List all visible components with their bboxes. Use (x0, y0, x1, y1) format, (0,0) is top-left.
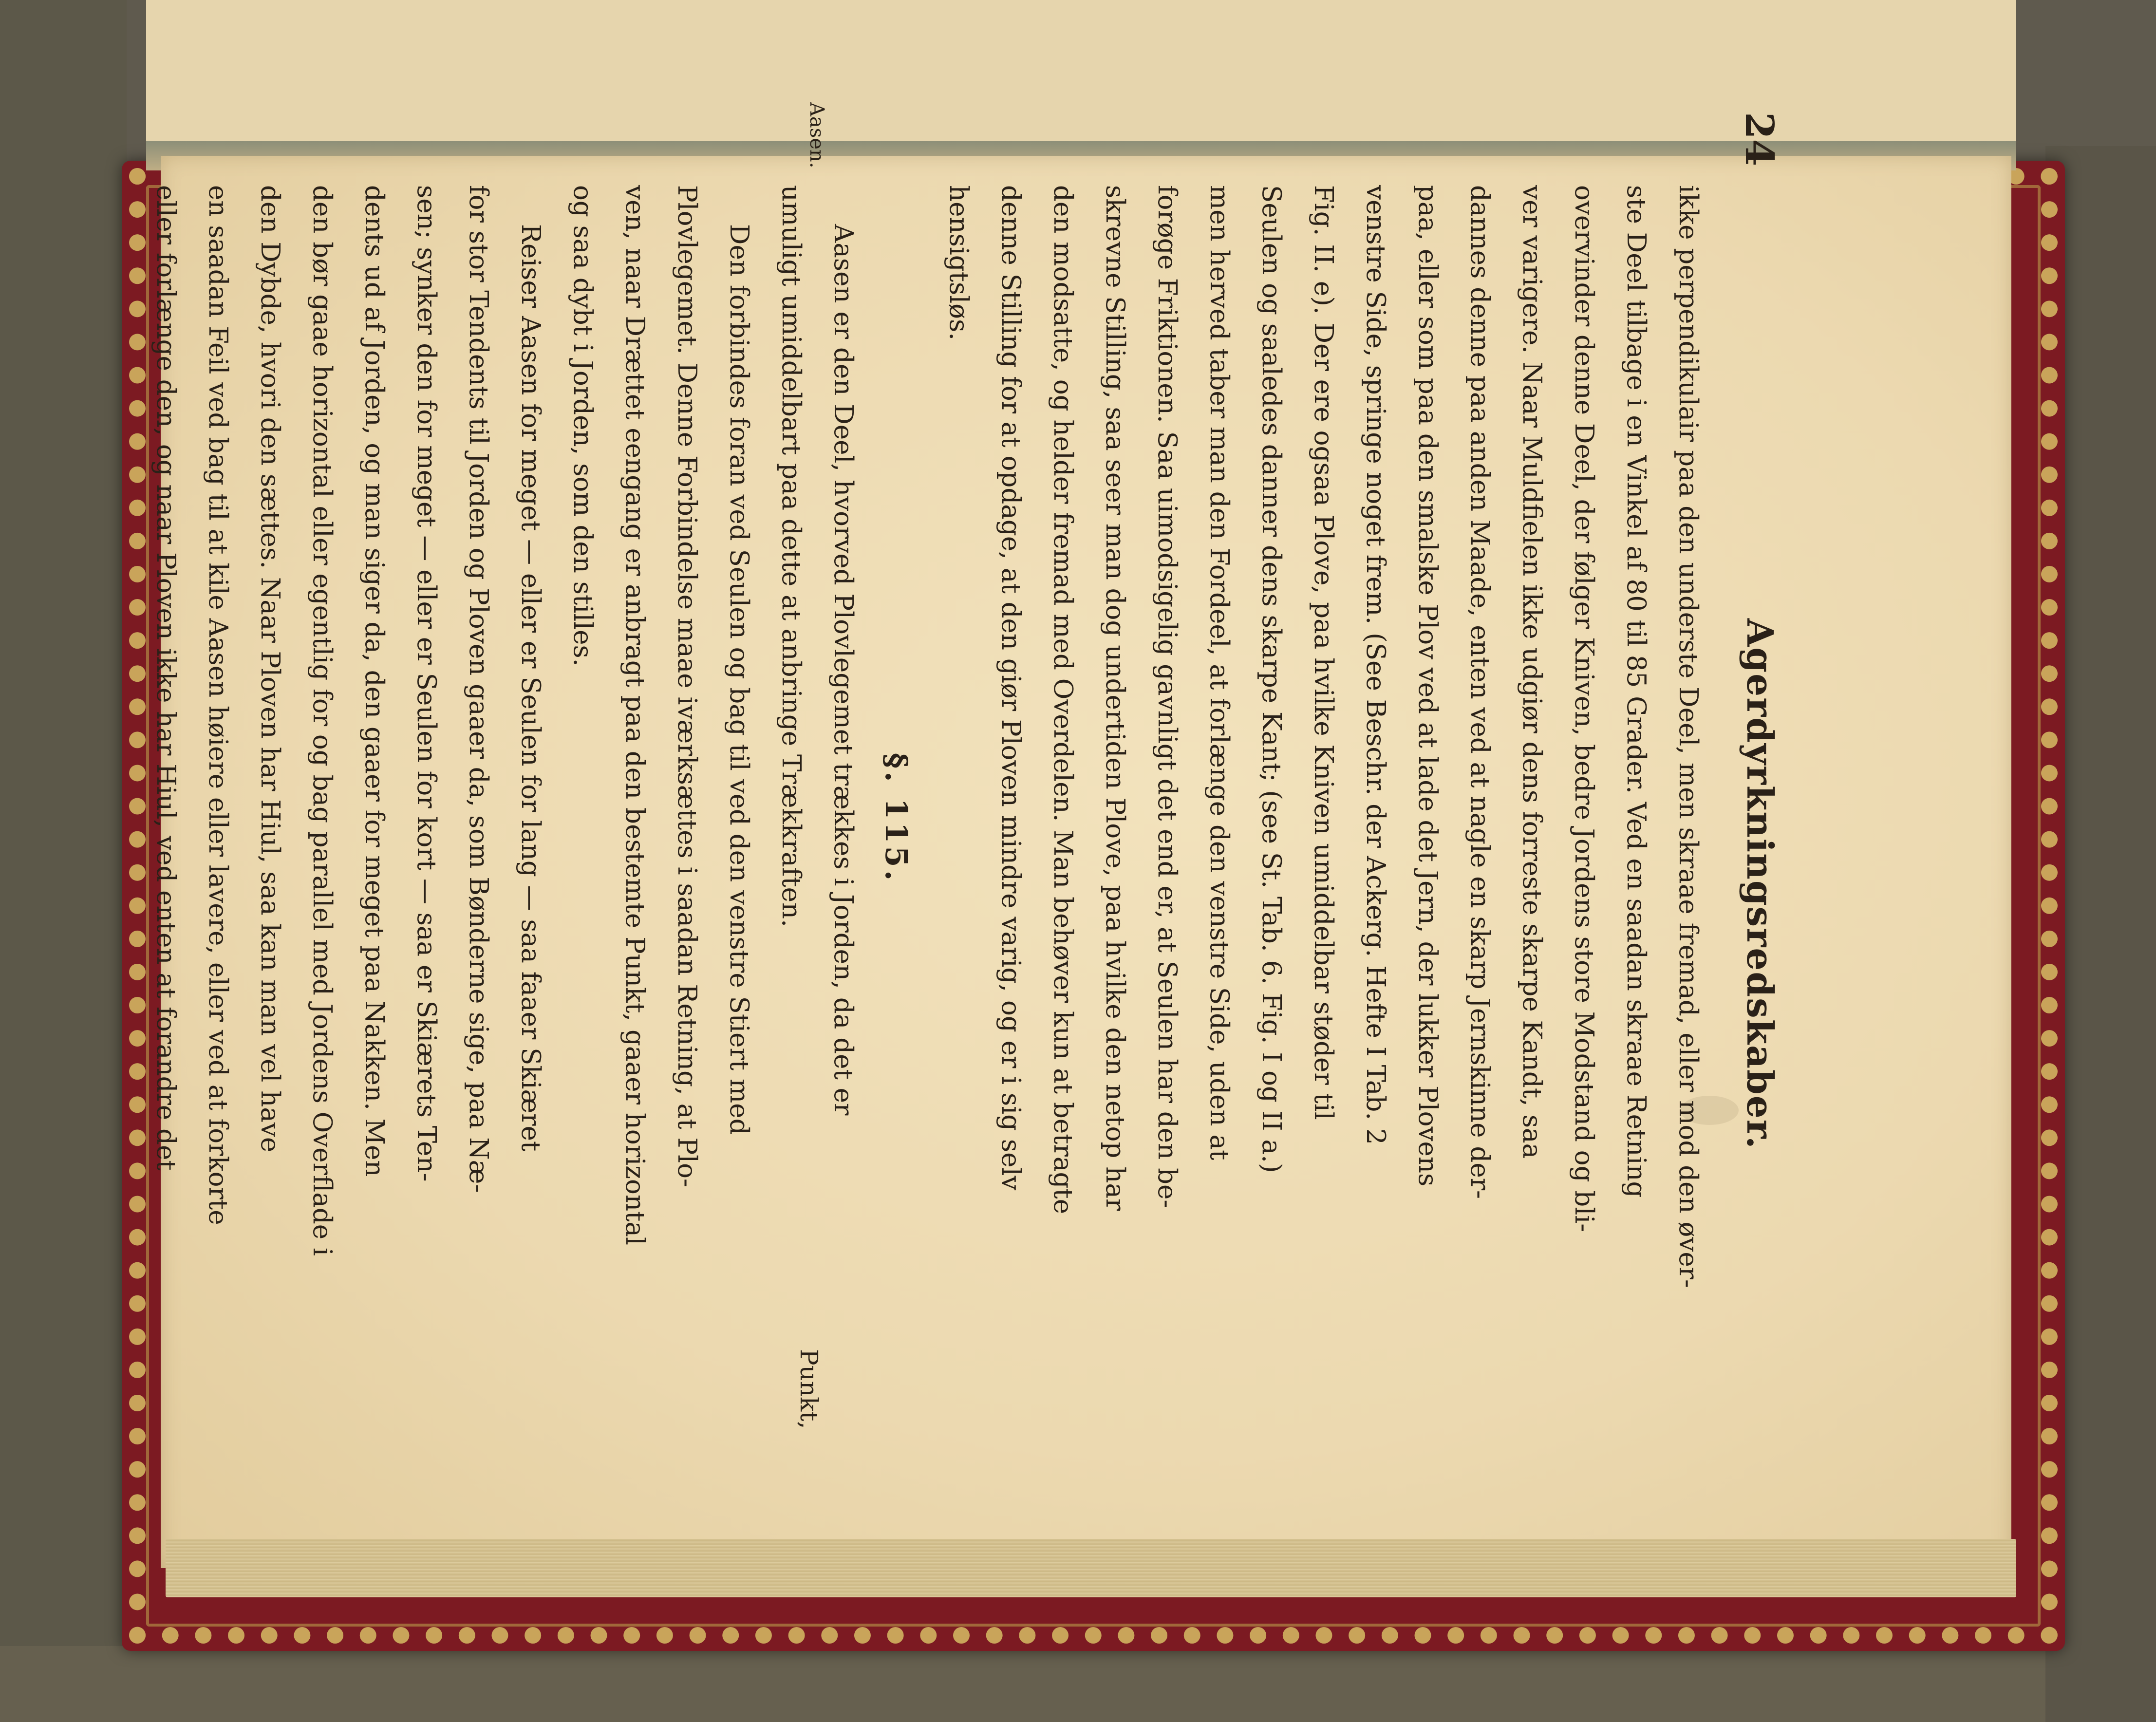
text-line: dents ud af Jorden, og man siger da, den gaaer for meget paa Nakken. Men (359, 185, 389, 1177)
text-line: Fig. II. e). Der ere ogsaa Plove, paa hvilke Kniven umiddelbar støder til (1309, 185, 1338, 1120)
text-line: umuligt umiddelbart paa dette at anbringe Trækkraften. (776, 185, 806, 927)
page-number: 24 (1737, 112, 1782, 167)
text-line: en saadan Feil ved bag til at kile Aasen høiere eller lavere, eller ved at forkorte (203, 185, 233, 1225)
text-line: ver varigere. Naar Muldfielen ikke udgiør dens forreste skarpe Kandt, saa (1517, 185, 1547, 1159)
text-line: eller forlænge den, og naar Ploven ikke har Hiul, ved enten at forandre det (151, 185, 181, 1171)
text-line: dannes denne paa anden Maade, enten ved at nagle en skarp Jernskinne der- (1465, 185, 1495, 1199)
text-line: den Dybde, hvori den sættes. Naar Ploven har Hiul, saa kan man vel have (255, 185, 285, 1153)
text-line: Seulen og saaledes danner dens skarpe Kant; (see St. Tab. 6. Fig. I og II a.) (1256, 185, 1286, 1173)
catchword: Punkt, (795, 1349, 823, 1429)
text-line: Reiser Aasen for meget — eller er Seulen for lang — saa faaer Skiæret (516, 224, 545, 1152)
text-line: hensigtsløs. (944, 185, 974, 341)
section-heading: §. 115. (879, 752, 914, 884)
text-line: paa, eller som paa den smalske Plov ved at lade det Jern, der lukker Plovens (1413, 185, 1443, 1187)
running-title: Agerdyrkningsredskaber. (1739, 618, 1781, 1150)
table-surface-bottom (0, 1646, 2156, 1722)
text-line: denne Stilling for at opdage, at den giør Ploven mindre varig, og er i sig selv (996, 185, 1026, 1191)
text-line: og saa dybt i Jorden, som den stilles. (568, 185, 598, 667)
text-line: Plovlegemet. Denne Forbindelse maae iværksættes i saadan Retning, at Plo- (672, 185, 702, 1187)
running-head (1734, 112, 1787, 1466)
text-line: Aasen er den Deel, hvorved Plovlegemet trækkes i Jorden, da det er (828, 224, 858, 1116)
text-line: men herved taber man den Fordeel, at forlænge den venstre Side, uden at (1204, 185, 1234, 1160)
text-line: ven, naar Drættet eengang er anbragt paa den bestemte Punkt, gaaer horizontal (620, 185, 650, 1245)
text-line: sen; synker den for meget — eller er Seulen for kort — saa er Skiærets Ten- (412, 185, 441, 1182)
page-block-edge (166, 1539, 2016, 1597)
margin-note: Aasen. (806, 102, 828, 168)
text-line: Den forbindes foran ved Seulen og bag til ved den venstre Stiert med (724, 224, 754, 1135)
body-text (140, 185, 1714, 1451)
text-line: overvinder denne Deel, der følger Kniven, bedre Jordens store Modstand og bli- (1569, 185, 1599, 1233)
text-line: for stor Tendents til Jorden og Ploven gaaer da, som Bønderne sige, paa Næ- (464, 185, 493, 1193)
text-line: den bør gaae horizontal eller egentlig for og bag parallel med Jordens Overflade i (307, 185, 337, 1256)
rotated-page-content (34, 102, 1787, 1524)
text-line: den modsatte, og helder fremad med Overdelen. Man behøver kun at betragte (1048, 185, 1078, 1215)
text-line: skrevne Stilling, saa seer man dog undertiden Plove, paa hvilke den netop har (1100, 185, 1130, 1211)
text-line: forøge Friktionen. Saa uimodsigelig gavnligt det end er, at Seulen har den be- (1152, 185, 1182, 1209)
text-line: venstre Side, springe noget frem. (See Beschr. der Ackerg. Hefte I Tab. 2 (1361, 185, 1390, 1145)
text-line: ikke perpendikulair paa den underste Deel, men skraae fremad, eller mod den øver- (1673, 185, 1703, 1288)
text-line: ste Deel tilbage i en Vinkel af 80 til 85 Grader. Ved en saadan skraae Retning (1621, 185, 1651, 1198)
